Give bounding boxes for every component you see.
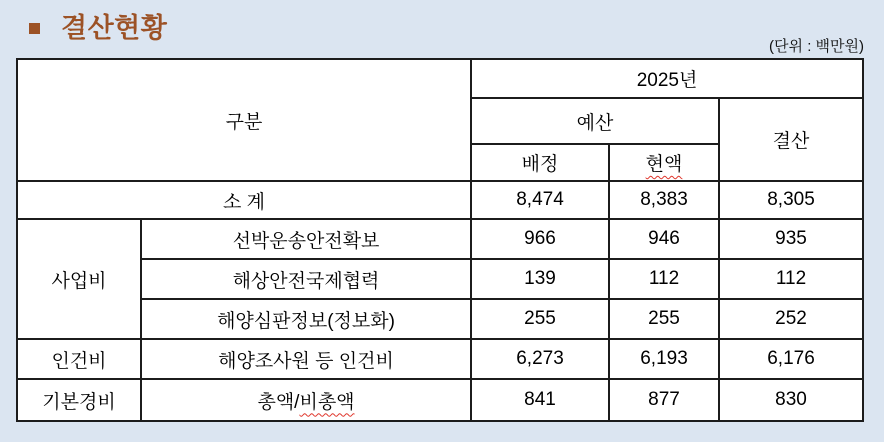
page-title: 결산현황 [61,13,168,43]
table-row [17,219,863,259]
subtotal-row [17,181,863,219]
cell-current: 877 [609,379,719,421]
subtotal-allocated: 8,474 [471,181,609,219]
cell-settlement: 112 [719,259,863,299]
item-label [141,379,471,421]
header-settlement: 결산 [719,98,863,181]
cell-allocated: 255 [471,299,609,339]
subtotal-label: 소 계 [17,181,471,219]
cell-allocated: 6,273 [471,339,609,379]
cell-settlement: 6,176 [719,339,863,379]
header-row-year [17,59,863,98]
cell-current: 6,193 [609,339,719,379]
settlement-table [16,58,864,422]
cell-current: 112 [609,259,719,299]
item-label: 해양심판정보(정보화) [141,299,471,339]
table-row [17,299,863,339]
table-row [17,259,863,299]
square-bullet-icon [29,23,40,34]
group-label: 기본경비 [17,379,141,421]
cell-allocated: 841 [471,379,609,421]
cell-settlement: 830 [719,379,863,421]
header-category: 구분 [17,59,471,181]
subtotal-settlement: 8,305 [719,181,863,219]
item-label: 해상안전국제협력 [141,259,471,299]
header-allocated: 배정 [471,144,609,181]
header-budget: 예산 [471,98,719,144]
cell-settlement: 935 [719,219,863,259]
item-label-prefix: 총액/ [257,391,300,413]
table-row [17,339,863,379]
header-year: 2025년 [471,59,863,98]
group-label: 인건비 [17,339,141,379]
cell-allocated: 966 [471,219,609,259]
header-current-label: 현액 [645,154,683,175]
subtotal-current: 8,383 [609,181,719,219]
unit-label: (단위 : 백만원) [769,38,864,55]
cell-current: 255 [609,299,719,339]
group-label: 사업비 [17,219,141,339]
item-label: 선박운송안전확보 [141,219,471,259]
table-row [17,379,863,421]
cell-allocated: 139 [471,259,609,299]
cell-settlement: 252 [719,299,863,339]
cell-current: 946 [609,219,719,259]
header-current [609,144,719,181]
item-label: 해양조사원 등 인건비 [141,339,471,379]
title-row [29,14,167,44]
item-label-flagged: 비총액 [299,391,355,413]
